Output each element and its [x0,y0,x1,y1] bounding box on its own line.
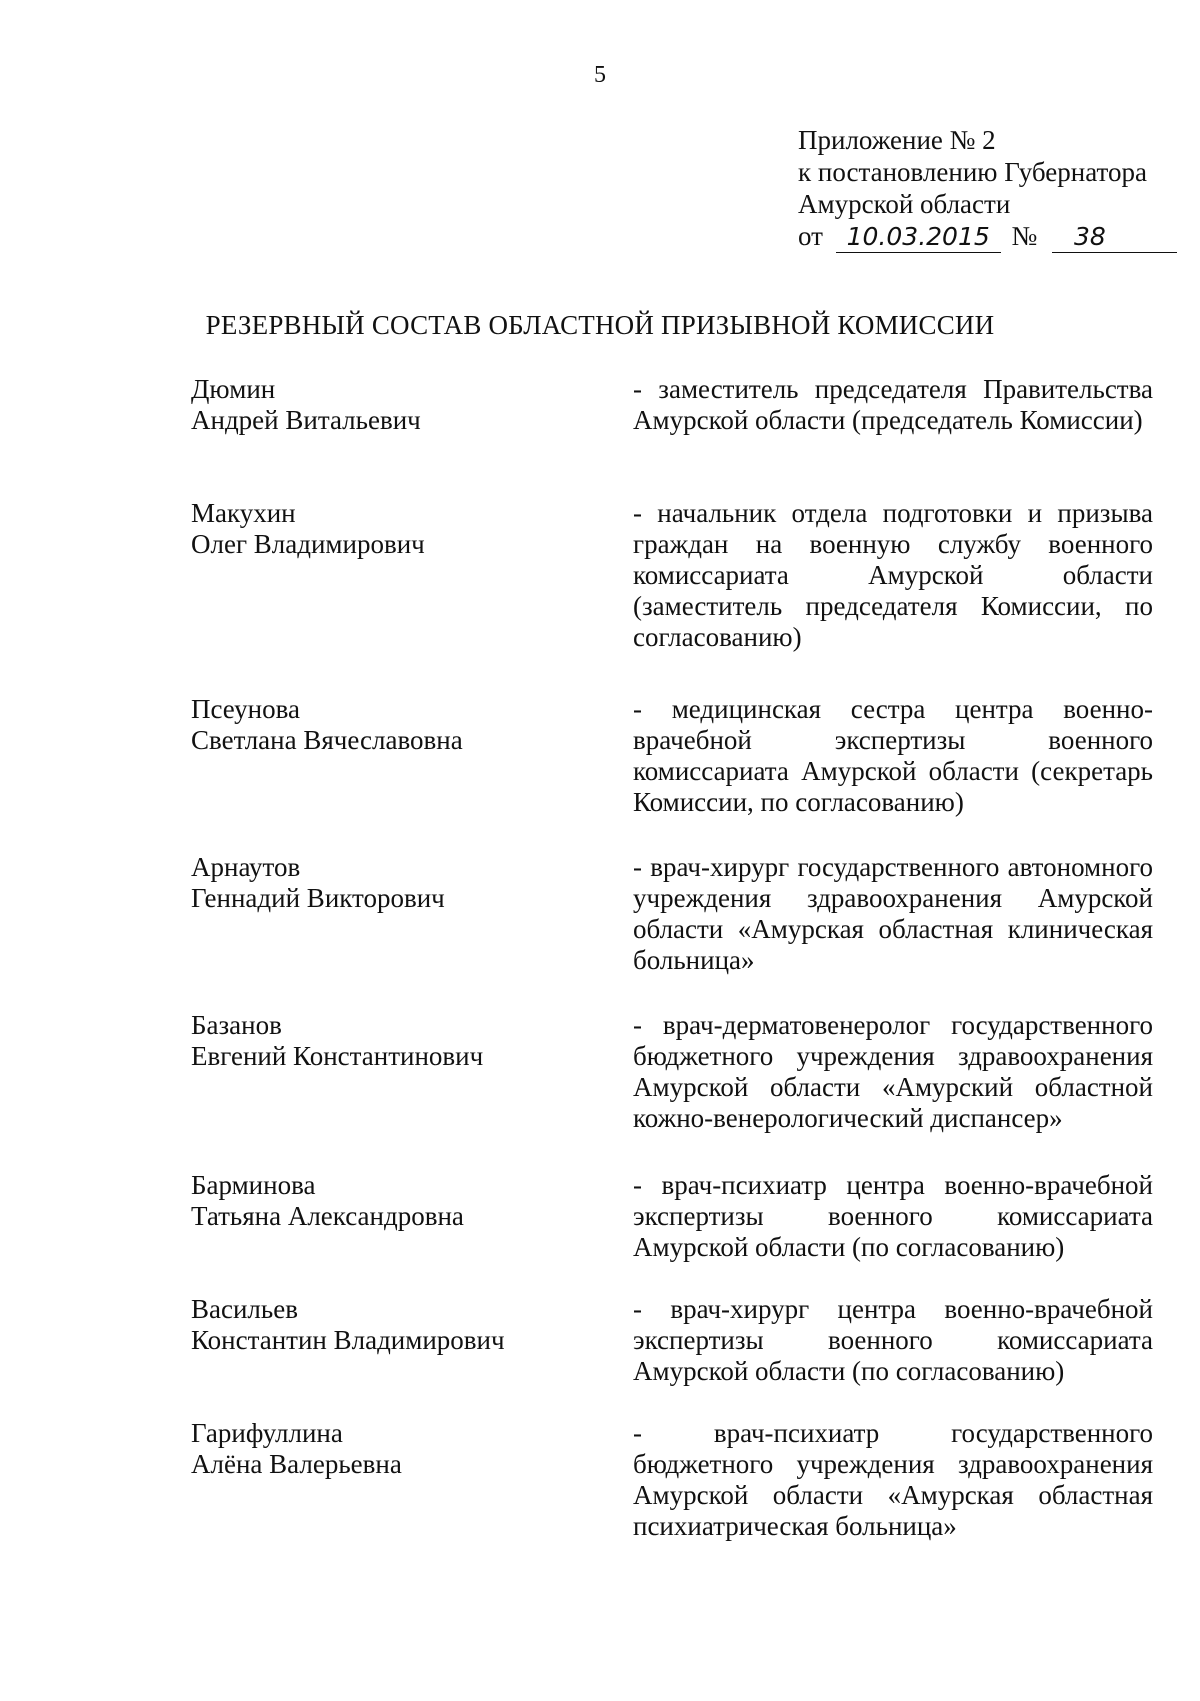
member-surname: Арнаутов [191,852,301,882]
member-role: - медицинская сестра центра военно-врачебной экспертизы военного комиссариата Амурской области (секретарь Комиссии, по согласованию) [633,694,1153,817]
member-given-name: Константин Владимирович [191,1325,505,1355]
member-name [191,694,633,852]
member-given-name: Татьяна Александровна [191,1201,464,1231]
member-given-name: Евгений Константинович [191,1041,484,1071]
member-name [191,1418,633,1548]
member-role: - врач-психиатр государственного бюджетного учреждения здравоохранения Амурской области «Амурская областная психиатрическая больница» [633,1418,1153,1541]
member-row [191,1294,1153,1418]
member-surname: Барминова [191,1170,316,1200]
member-surname: Макухин [191,498,296,528]
member-given-name: Алёна Валерьевна [191,1449,402,1479]
number-prefix: № [1011,221,1038,251]
member-given-name: Светлана Вячеславовна [191,725,463,755]
member-role: - врач-психиатр центра военно-врачебной экспертизы военного комиссариата Амурской области (по согласованию) [633,1170,1153,1262]
member-name [191,1294,633,1418]
member-surname: Гарифуллина [191,1418,343,1448]
member-given-name: Олег Владимирович [191,529,425,559]
member-name [191,374,633,498]
member-role: - начальник отдела подготовки и призыва граждан на военную службу военного комиссариата Амурской области (заместитель председателя Комиссии, по согласованию) [633,498,1153,652]
member-row [191,1418,1153,1548]
member-name [191,1010,633,1170]
member-surname: Базанов [191,1010,282,1040]
member-row [191,852,1153,1010]
member-name [191,498,633,694]
appendix-date-line [798,220,1158,253]
member-row [191,694,1153,852]
appendix-line-3: Амурской области [798,189,1011,219]
members-list [191,374,1153,1548]
member-surname: Дюмин [191,374,276,404]
page-number: 5 [594,62,606,88]
member-role: - врач-дерматовенеролог государственного бюджетного учреждения здравоохранения Амурской области «Амурский областной кожно-венерологический диспансер» [633,1010,1153,1133]
handwritten-date: 10.03.2015 [836,222,1001,253]
appendix-line-2: к постановлению Губернатора [798,157,1147,187]
member-row [191,1170,1153,1294]
member-role: - заместитель председателя Правительства Амурской области (председатель Комиссии) [633,374,1153,435]
handwritten-number: 38 [1052,222,1177,253]
member-name [191,1170,633,1294]
member-name [191,852,633,1010]
member-role: - врач-хирург центра военно-врачебной экспертизы военного комиссариата Амурской области (по согласованию) [633,1294,1153,1386]
appendix-block [798,124,1158,253]
document-title: РЕЗЕРВНЫЙ СОСТАВ ОБЛАСТНОЙ ПРИЗЫВНОЙ КОМИССИИ [205,310,995,340]
appendix-line-1: Приложение № 2 [798,125,996,155]
member-row [191,374,1153,498]
member-row [191,498,1153,694]
member-given-name: Андрей Витальевич [191,405,421,435]
member-given-name: Геннадий Викторович [191,883,445,913]
member-row [191,1010,1153,1170]
member-surname: Васильев [191,1294,298,1324]
member-surname: Псеунова [191,694,300,724]
date-prefix: от [798,221,823,251]
member-role: - врач-хирург государственного автономного учреждения здравоохранения Амурской области «Амурская областная клиническая больница» [633,852,1153,975]
